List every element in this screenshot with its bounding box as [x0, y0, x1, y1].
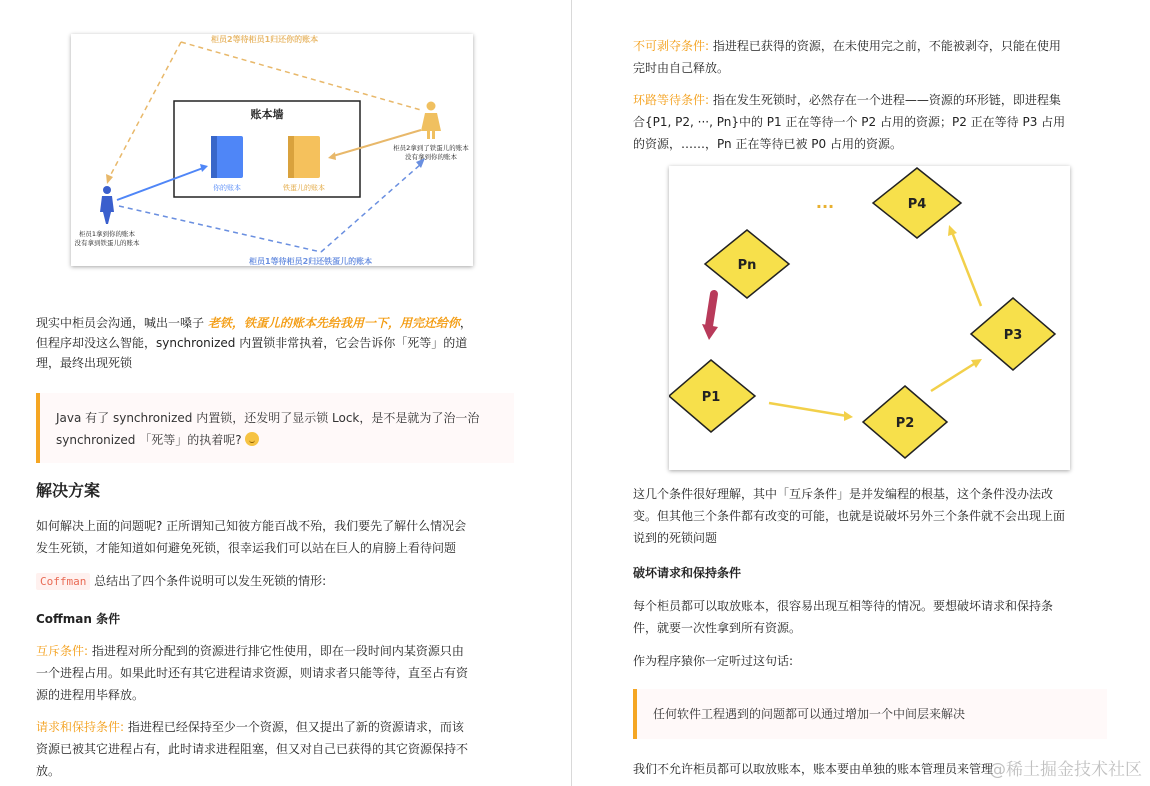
para4-line1: 每个柜员都可以取放账本，很容易出现互相等待的情况。要想破坏请求和保持条 [633, 599, 1054, 613]
node-p4 [873, 168, 961, 238]
bottom-arrow-label: 柜员1等待柜员2归还铁蛋儿的账本 [249, 257, 373, 266]
node-p2 [863, 386, 947, 458]
account-wall-diagram [71, 34, 473, 266]
circular-line3: 的资源，……，Pn 正在等待已被 P0 占用的资源。 [633, 137, 902, 151]
nopreempt-line1: 不可剥夺条件: 指进程已获得的资源，在未使用完之前，不能被剥夺，只能在使用 [633, 39, 1061, 53]
para3-line3: 说到的死锁问题 [633, 531, 718, 545]
clerk1-figure-icon [100, 186, 114, 224]
ellipsis-dots: ... [815, 193, 835, 212]
para1-emphasis: 老铁，铁蛋儿的账本先给我用一下，用完还给你 [207, 316, 460, 330]
svg-text:P3: P3 [1003, 328, 1023, 343]
blue-book-label: 你的账本 [213, 184, 241, 192]
para1-line3: 理，最终出现死锁 [36, 356, 133, 370]
para4-line2: 件，就要一次性拿到所有资源。 [633, 621, 802, 635]
heading-break-hold: 破坏请求和保持条件 [633, 566, 742, 580]
heading-solution: 解决方案 [36, 481, 101, 500]
svg-text:P1: P1 [701, 390, 721, 405]
quote-line1: Java 有了 synchronized 内置锁，还发明了显示锁 Lock，是不是就为了治一治 [56, 411, 480, 425]
watermark: @稀土掘金技术社区 [989, 760, 1142, 780]
circular-label: 环路等待条件: [633, 93, 710, 107]
svg-text:Pn: Pn [737, 258, 757, 273]
wall-title: 账本墙 [250, 108, 284, 121]
nopreempt-line2: 完时由自己释放。 [633, 61, 730, 75]
circular-line1: 环路等待条件: 指在发生死锁时，必然存在一个进程——资源的环形链，即进程集 [633, 93, 1061, 107]
hold-line1: 请求和保持条件: 指进程已经保持至少一个资源，但又提出了新的资源请求，而该 [36, 720, 464, 734]
page-divider [571, 0, 572, 786]
nopreempt-label: 不可剥夺条件: [633, 39, 710, 53]
para1-line1: 现实中柜员会沟通，喊出一嗓子 老铁，铁蛋儿的账本先给我用一下，用完还给你， [36, 316, 472, 330]
mutex-line3: 源的进程用毕释放。 [36, 688, 145, 702]
circular-wait-diagram [669, 166, 1070, 470]
para5: 作为程序猿你一定听过这句话: [633, 654, 794, 668]
coffman-code: Coffman [36, 573, 90, 590]
node-p1 [669, 360, 755, 432]
node-pn [705, 230, 789, 298]
mutex-line2: 一个进程占用。如果此时还有其它进程请求资源，则请求者只能等待，直至占有资 [36, 666, 469, 680]
clerk2-line1: 柜员2拿到了铁蛋儿的账本 [393, 144, 469, 152]
hold-line3: 放。 [36, 764, 61, 778]
yellow-book-label: 铁蛋儿的账本 [283, 184, 325, 192]
smirk-emoji-icon [245, 432, 259, 446]
coffman-line: Coffman 总结出了四个条件说明可以发生死锁的情形: [36, 570, 326, 593]
clerk1-line2: 没有拿到铁蛋儿的账本 [74, 239, 140, 247]
yellow-book-icon [288, 136, 320, 178]
clerk1-line1: 柜员1拿到你的账本 [78, 230, 136, 238]
mutex-label: 互斥条件: [36, 644, 89, 658]
blue-book-icon [211, 136, 243, 178]
para6: 我们不允许柜员都可以取放账本，账本要由单独的账本管理员来管理 [633, 762, 994, 776]
svg-text:P2: P2 [895, 416, 915, 431]
hold-label: 请求和保持条件: [36, 720, 125, 734]
svg-text:P4: P4 [907, 197, 927, 212]
arrow-p2-p3 [931, 362, 977, 391]
quote2-text: 任何软件工程遇到的问题都可以通过增加一个中间层来解决 [653, 707, 966, 721]
hold-line2: 资源已被其它进程占有，此时请求进程阻塞，但又对自己已获得的其它资源保持不 [36, 742, 469, 756]
dashed-arrow-top-left [109, 42, 181, 178]
clerk2-figure-icon [421, 102, 441, 140]
arrow-pn-p1 [709, 294, 714, 326]
heading-coffman: Coffman 条件 [36, 612, 121, 626]
arrow-p3-p4 [952, 232, 981, 306]
para2-line1: 如何解决上面的问题呢? 正所谓知己知彼方能百战不殆，我们要先了解什么情况会 [36, 519, 467, 533]
mutex-line1: 互斥条件: 指进程对所分配到的资源进行排它性使用，即在一段时间内某资源只由 [36, 644, 464, 658]
arrow-p1-p2 [769, 403, 847, 416]
figure-account-wall [71, 34, 473, 266]
quote-lock [36, 393, 514, 463]
quote-line2: synchronized 「死等」的执着呢? [56, 433, 242, 447]
para3-line2: 变。但其他三个条件都有改变的可能，也就是说破坏另外三个条件就不会出现上面 [633, 509, 1066, 523]
top-arrow-label: 柜员2等待柜员1归还你的账本 [211, 35, 319, 44]
circular-line2: 合{P1, P2, ···, Pn}中的 P1 正在等待一个 P2 占用的资源；P2 正在等待 P3 占用 [633, 115, 1066, 129]
para1-line2: 但程序却没这么智能，synchronized 内置锁非常执着，它会告诉你「死等」的道 [36, 336, 468, 350]
para3-line1: 这几个条件很好理解，其中「互斥条件」是并发编程的根基，这个条件没办法改 [633, 487, 1054, 501]
quote-middle-layer [633, 689, 1107, 739]
node-p3 [971, 298, 1055, 370]
figure-circular-wait [669, 166, 1070, 470]
clerk2-line2: 没有拿到你的账本 [405, 153, 457, 161]
para2-line2: 发生死锁，才能知道如何避免死锁，很幸运我们可以站在巨人的肩膀上看待问题 [36, 541, 457, 555]
